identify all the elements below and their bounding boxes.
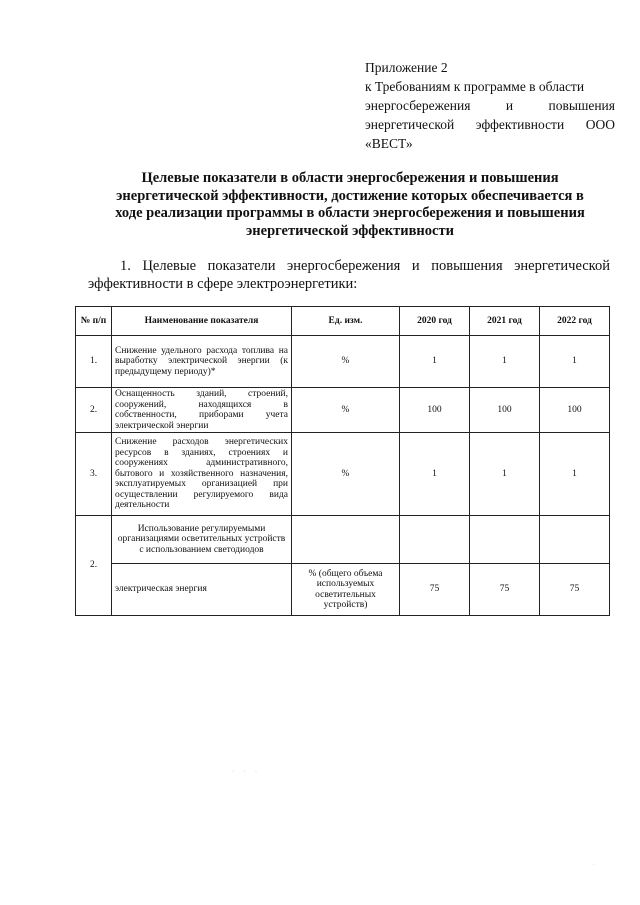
cell-empty	[540, 516, 610, 564]
cell-sub-name: электрическая энергия	[112, 564, 292, 616]
section-line-1: 1. Целевые показатели энергосбережения и повышения энергетической	[120, 258, 610, 274]
cell-2020: 1	[400, 433, 470, 516]
cell-unit: %	[292, 388, 400, 433]
cell-name: Оснащенность зданий, строений, сооружений, находящихся в собственности, приборами учета электрической энергии	[112, 388, 292, 433]
section-heading	[88, 257, 610, 293]
cell-empty	[292, 516, 400, 564]
header-unit: Ед. изм.	[292, 307, 400, 336]
cell-name: Снижение удельного расхода топлива на выработку электрической энергии (к предыдущему периоду)*	[112, 336, 292, 388]
header-num: № п/п	[76, 307, 112, 336]
cell-sub-unit: % (общего объема используемых осветительных устройств)	[292, 564, 400, 616]
document-title	[90, 170, 610, 240]
cell-2021: 100	[470, 388, 540, 433]
cell-2021: 75	[470, 564, 540, 616]
title-line: Целевые показатели в области энергосбережения и повышения	[141, 170, 559, 186]
cell-2021: 1	[470, 336, 540, 388]
appendix-line: энергосбережения и повышения	[365, 98, 615, 113]
table-row	[76, 336, 610, 388]
section-line-2: эффективности в сфере электроэнергетики:	[88, 276, 358, 292]
cell-2020: 75	[400, 564, 470, 616]
title-line: энергетической эффективности	[246, 222, 454, 239]
title-line: ходе реализации программы в области энергосбережения и повышения	[115, 205, 585, 221]
cell-name: Снижение расходов энергетических ресурсов в зданиях, строениях и сооружениях административного, бытового и хозяйственного назначения, эксплуатируемых организацией при осуществлении регулируемого вида деятельности	[112, 433, 292, 516]
table-row	[76, 388, 610, 433]
cell-2020: 100	[400, 388, 470, 433]
cell-2022: 1	[540, 433, 610, 516]
cell-name: Использование регулируемыми организациями осветительных устройств с использованием светодиодов	[112, 516, 292, 564]
scan-artifact: · · ·	[232, 769, 261, 775]
title-line: энергетической эффективности, достижение которых обеспечивается в	[116, 187, 584, 204]
cell-unit: %	[292, 433, 400, 516]
appendix-note	[365, 58, 615, 153]
cell-unit: %	[292, 336, 400, 388]
cell-2022: 75	[540, 564, 610, 616]
header-2021: 2021 год	[470, 307, 540, 336]
table-row	[76, 516, 610, 564]
cell-empty	[470, 516, 540, 564]
cell-2020: 1	[400, 336, 470, 388]
cell-2021: 1	[470, 433, 540, 516]
cell-num: 2.	[76, 388, 112, 433]
table-row	[76, 564, 610, 616]
cell-num: 3.	[76, 433, 112, 516]
cell-num: 2.	[76, 516, 112, 616]
cell-empty	[400, 516, 470, 564]
appendix-line: энергетической эффективности ООО	[365, 117, 615, 132]
header-2022: 2022 год	[540, 307, 610, 336]
scan-artifact: ·	[593, 862, 595, 868]
header-2020: 2020 год	[400, 307, 470, 336]
cell-2022: 1	[540, 336, 610, 388]
cell-num: 1.	[76, 336, 112, 388]
appendix-line: «ВЕСТ»	[365, 136, 413, 151]
appendix-line: Приложение 2	[365, 60, 448, 75]
table-row	[76, 433, 610, 516]
header-name: Наименование показателя	[112, 307, 292, 336]
appendix-line: к Требованиям к программе в области	[365, 79, 585, 94]
indicators-table	[75, 306, 610, 616]
table-header-row	[76, 307, 610, 336]
cell-2022: 100	[540, 388, 610, 433]
